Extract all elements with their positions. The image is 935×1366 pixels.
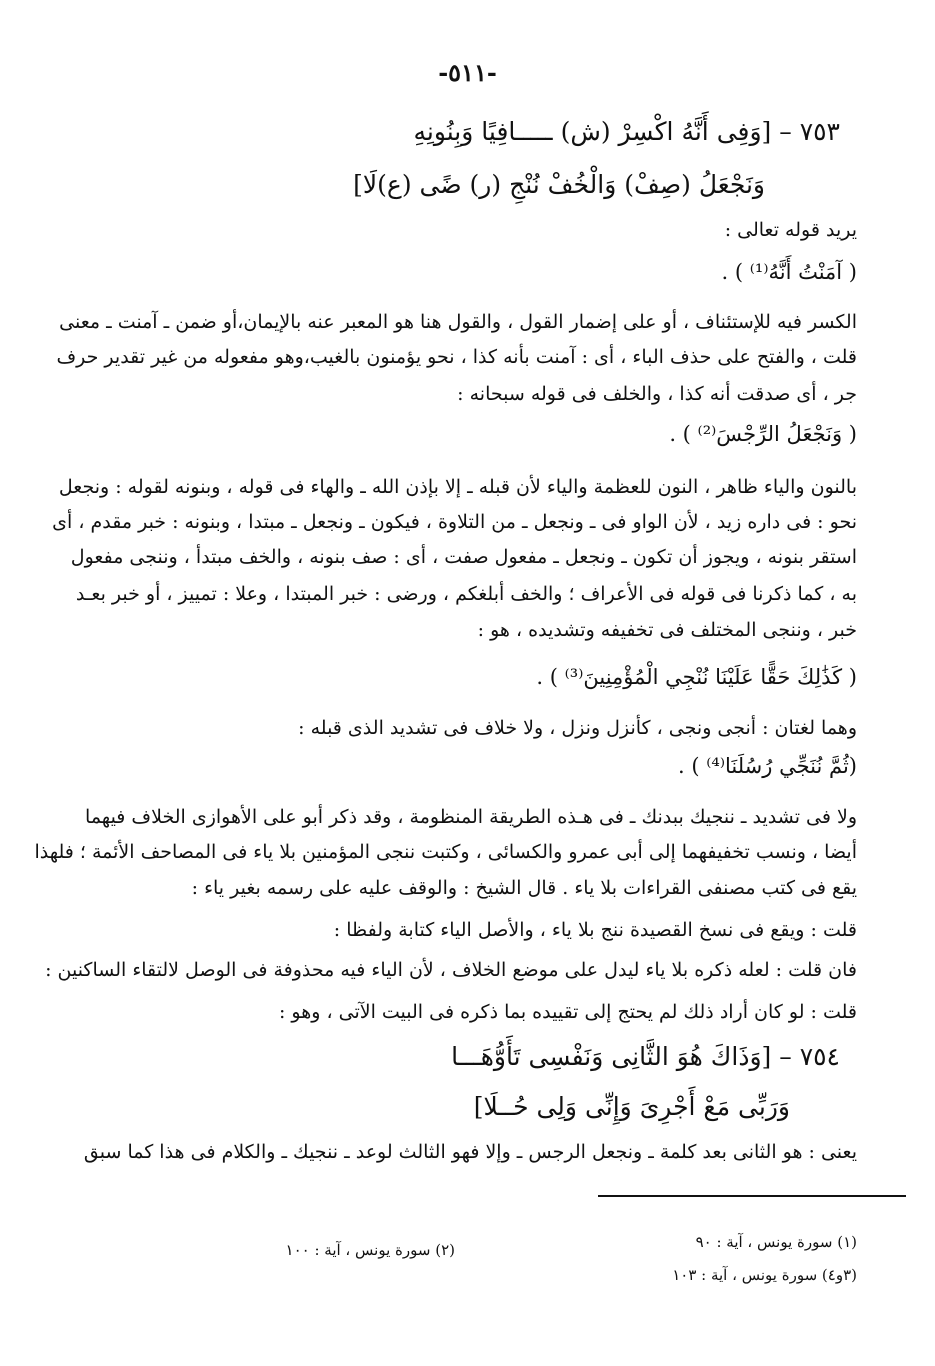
paragraph-line: قلت ، والفتح على حذف الباء ، أى : آمنت بأنه كذا ، نحو يؤمنون بالغيب،وهو مفعوله من غير تقدير حرف [56, 346, 857, 368]
paragraph-line: ولا فى تشديد ـ ننجيك ببدنك ـ فى هـذه الطريقة المنظومة ، وقد ذكر أبو على الأهوازى الخلاف فيهما [85, 806, 857, 828]
quran-quote: ( آمَنْتُ أَنَّهُ⁽¹⁾ ) . [721, 260, 857, 284]
paragraph-line: استقر بنونه ، ويجوز أن تكون ـ ونجعل ـ مفعول صفت ، أى : صف بنونه ، والخف مبتدأ ، وننجى مفعول [70, 546, 857, 568]
footnote-3-4: (٣و٤) سورة يونس ، آية : ١٠٣ [672, 1266, 857, 1284]
paragraph-line: قلت : ويقع فى نسخ القصيدة ننج بلا ياء ، والأصل الياء كتابة ولفظا : [333, 919, 857, 941]
footnote-1: (١) سورة يونس ، آية : ٩٠ [695, 1233, 857, 1251]
paragraph-line: خبر ، وننجى المختلف فى تخفيفه وتشديده ، هو : [477, 619, 857, 641]
quran-quote: ( وَنَجْعَلُ الرِّجْسَ⁽²⁾ ) . [669, 422, 857, 446]
paragraph-line: جر ، أى صدقت أنه كذا ، والخلف فى قوله سبحانه : [457, 383, 857, 405]
paragraph-line: يعنى : هو الثانى بعد كلمة ـ ونجعل الرجس ـ وإلا فهو الثالث لوعد ـ ننجيك ـ والكلام فى هذا كما سبق [83, 1141, 857, 1163]
paragraph-line: نحو : فى داره زيد ، لأن الواو فى ـ ونجعل ـ من التلاوة ، فيكون ـ ونجعل ـ مبتدا ، وبنونه : خبر مقدم ، أى [52, 511, 857, 533]
paragraph-line: به ، كما ذكرنا فى قوله فى الأعراف ؛ والخف أبلغكم ، ورضى : خبر المبتدا ، وعلا : تمييز ، أو خبر بعـد [75, 583, 857, 605]
quran-quote: ( كَذَٰلِكَ حَقًّا عَلَيْنَا نُنْجِي الْمُؤْمِنِينَ⁽³⁾ ) . [536, 665, 857, 689]
verse-753-line-2: وَنَجْعَلُ (صِفْ) وَالْخُفْ نُنْجِ (ر) ضًى (ع)لَا] [353, 170, 765, 199]
paragraph-line: بالنون والياء ظاهر ، النون للعظمة والياء لأن قبله ـ إلا بإذن الله ـ والهاء فى قوله ، وبنونه لقوله : ونجعل [58, 476, 857, 498]
verse-753-line-1: ٧٥٣ – [وَفِى أَنَّهُ اكْسِرْ (ش) ـــــافِيًا وَبِنُونِهِ [413, 117, 840, 146]
footnote-divider [598, 1195, 906, 1197]
verse-754-line-1: ٧٥٤ – [وَذَاكَ هُوَ الثَّانِى وَنَفْسِى تَأَوُّهَـــا [451, 1042, 840, 1071]
verse-754-line-2: وَرَبِّى مَعْ أَجْرِىَ وَإِنِّى وَلِى حُــلَا] [473, 1092, 790, 1121]
page-number: -٥١١- [438, 58, 497, 87]
quran-quote: (ثُمَّ نُنَجِّي رُسُلَنَا⁽⁴⁾ ) . [678, 754, 857, 778]
paragraph-line: الكسر فيه للإستئناف ، أو على إضمار القول ، والقول هنا هو المعبر عنه بالإيمان،أو ضمن ـ آمنت ـ معنى [59, 311, 857, 333]
paragraph-line: يريد قوله تعالى : [724, 219, 857, 241]
paragraph-line: قلت : لو كان أراد ذلك لم يحتج إلى تقييده بما ذكره فى البيت الآتى ، وهو : [278, 1001, 857, 1023]
paragraph-line: وهما لغتان : أنجى ونجى ، كأنزل ونزل ، ولا خلاف فى تشديد الذى قبله : [298, 717, 857, 739]
paragraph-line: أيضا ، ونسب تخفيفهما إلى أبى عمرو والكسائى ، وكتبت ننجى المؤمنين بلا ياء فى المصاحف الأئمة ؛ فلهذا [34, 841, 857, 863]
footnote-2: (٢) سورة يونس ، آية : ١٠٠ [285, 1241, 455, 1259]
paragraph-line: يقع فى كتب مصنفى القراءات بلا ياء . قال الشيخ : والوقف عليه على رسمه بغير ياء : [191, 877, 857, 899]
paragraph-line: فان قلت : لعله ذكره بلا ياء ليدل على موضع الخلاف ، لأن الياء فيه محذوفة فى الوصل لالتقاء الساكنين : [45, 959, 857, 981]
